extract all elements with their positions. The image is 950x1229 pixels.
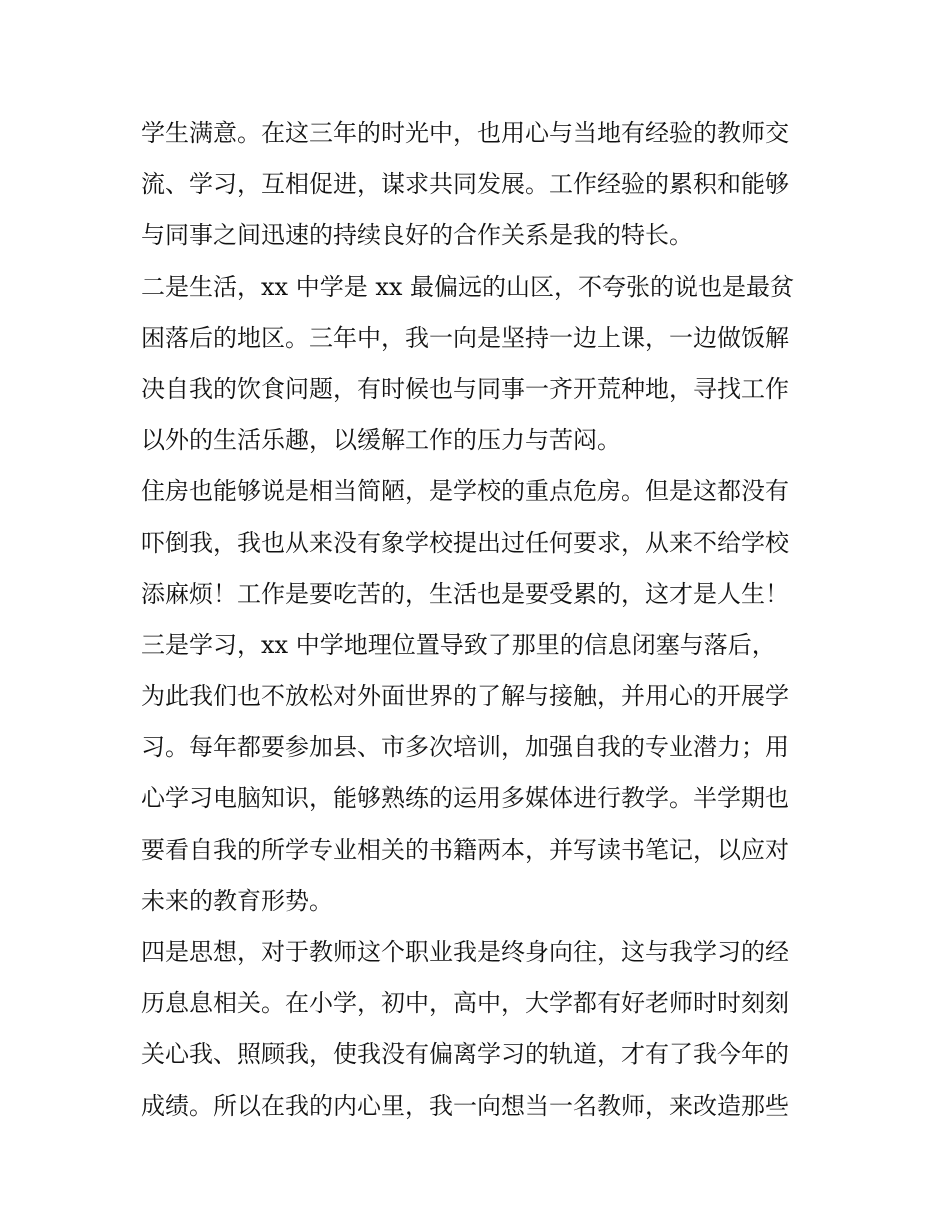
text-line: 住房也能够说是相当简陋，是学校的重点危房。但是这都没有: [141, 477, 789, 506]
text-line: 吓倒我，我也从来没有象学校提出过任何要求，从来不给学校: [141, 528, 789, 557]
text-line: 学生满意。在这三年的时光中，也用心与当地有经验的教师交: [141, 119, 789, 147]
text-line: 成绩。所以在我的内心里，我一向想当一名教师，来改造那些: [141, 1091, 789, 1120]
text-line: 为此我们也不放松对外面世界的了解与接触，并用心的开展学: [141, 682, 789, 711]
text-line: 添麻烦！工作是要吃苦的，生活也是要受累的，这才是人生！: [141, 579, 789, 608]
document-body: [141, 108, 821, 1132]
text-line: 决自我的饮食问题，有时候也与同事一齐开荒种地，寻找工作: [141, 374, 789, 403]
text-line: 关心我、照顾我，使我没有偏离学习的轨道，才有了我今年的: [141, 1040, 789, 1069]
text-line: 以外的生活乐趣，以缓解工作的压力与苦闷。: [141, 426, 621, 455]
text-line: 二是生活，xx 中学是 xx 最偏远的山区，不夸张的说也是最贫: [141, 272, 795, 301]
text-line: 心学习电脑知识，能够熟练的运用多媒体进行教学。半学期也: [141, 784, 789, 813]
text-line: 困落后的地区。三年中，我一向是坚持一边上课，一边做饭解: [141, 323, 789, 352]
text-line: 未来的教育形势。: [141, 886, 333, 915]
text-line: 流、学习，互相促进，谋求共同发展。工作经验的累积和能够: [141, 170, 789, 199]
text-line: 历息息相关。在小学，初中，高中，大学都有好老师时时刻刻: [141, 989, 789, 1018]
text-line: 与同事之间迅速的持续良好的合作关系是我的特长。: [141, 221, 693, 250]
text-line: 习。每年都要参加县、市多次培训，加强自我的专业潜力；用: [141, 733, 789, 762]
text-line: 四是思想，对于教师这个职业我是终身向往，这与我学习的经: [141, 938, 789, 966]
text-line: 要看自我的所学专业相关的书籍两本，并写读书笔记，以应对: [141, 835, 789, 864]
text-line: 三是学习，xx 中学地理位置导致了那里的信息闭塞与落后，: [141, 630, 776, 659]
